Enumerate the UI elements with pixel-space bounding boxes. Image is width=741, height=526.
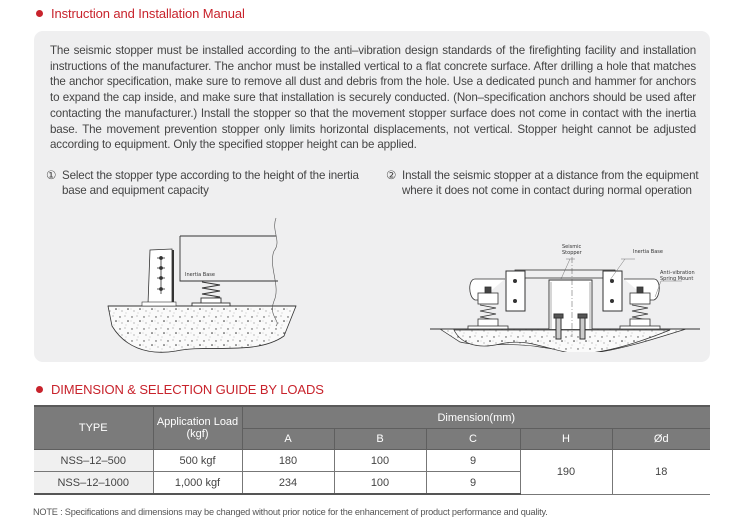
cell-load: 500 kgf (153, 450, 242, 472)
step-1-number: ① (46, 169, 57, 182)
step-1 (46, 168, 366, 198)
inertia-base-label: Inertia Base (633, 249, 663, 255)
header-od: Ød (612, 429, 710, 450)
spring-mount-label-1: Anti–vibration (660, 270, 695, 276)
cell-c: 9 (426, 472, 520, 495)
header-b: B (334, 429, 426, 450)
step-1-line2: base and equipment capacity (62, 184, 209, 197)
bullet-icon (36, 10, 43, 17)
header-h: H (520, 429, 612, 450)
header-c: C (426, 429, 520, 450)
cell-b: 100 (334, 472, 426, 495)
spring-mount-label-2: Spring Mount (660, 276, 694, 282)
manual-section-title (36, 6, 245, 21)
inertia-base-label: Inertia Base (185, 272, 215, 278)
cell-b: 100 (334, 450, 426, 472)
seismic-stopper-label-2: Stopper (562, 250, 582, 256)
cell-load: 1,000 kgf (153, 472, 242, 495)
stopper-front-view-figure (420, 202, 710, 352)
guide-title-text: DIMENSION & SELECTION GUIDE BY LOADS (51, 382, 324, 397)
cell-type: NSS–12–1000 (34, 472, 153, 495)
header-a: A (242, 429, 334, 450)
cell-a: 180 (242, 450, 334, 472)
table-header-row (34, 406, 710, 429)
stopper-side-view-figure (106, 206, 306, 356)
step-2-line2: where it does not come in contact during normal operation (402, 184, 692, 197)
bullet-icon (36, 386, 43, 393)
cell-c: 9 (426, 450, 520, 472)
dimension-selection-table (34, 405, 710, 495)
header-load-line2: (kgf) (186, 428, 209, 440)
header-application-load (153, 406, 242, 450)
step-2 (386, 168, 706, 198)
step-1-line1: Select the stopper type according to the height of the inertia (62, 169, 359, 182)
manual-panel (34, 31, 710, 362)
header-type: TYPE (34, 406, 153, 450)
cell-type: NSS–12–500 (34, 450, 153, 472)
seismic-stopper-label-1: Seismic (562, 244, 582, 250)
manual-paragraph: The seismic stopper must be installed according to the anti–vibration design standards of the firefighting facility and installation instructions of the manufacturer. The anchor must be installed vertical to a flat concrete surface. After drilling a hole that matches the anchor specification, make sure to remove all dust and debris from the hole. Use a dedicated punch and hammer for anchors to expand the cap inside, and make sure that installation is securely conducted. (Non–specification anchors should be used after contacting the manufacturer.) Install the stopper so that the movement stopper surface does not come in contact with the inertia base. The movement prevention stopper only limits horizontal displacements, not vertical. Stopper height cannot be adjusted according to equipment. Only the specified stopper height can be applied. (50, 44, 696, 152)
step-2-line1: Install the seismic stopper at a distance from the equipment (402, 169, 699, 182)
header-load-line1: Application Load (156, 416, 239, 428)
seismic-stopper (549, 280, 592, 329)
cell-h: 190 (520, 450, 612, 495)
header-dimension: Dimension(mm) (242, 406, 710, 429)
table-note: NOTE : Specifications and dimensions may be changed without prior notice for the enhancement of product performance and quality. (33, 507, 548, 517)
step-2-number: ② (386, 169, 397, 182)
guide-section-title (36, 382, 324, 397)
cell-a: 234 (242, 472, 334, 495)
manual-title-text: Instruction and Installation Manual (51, 6, 245, 21)
cell-od: 18 (612, 450, 710, 495)
table-row (34, 450, 710, 472)
